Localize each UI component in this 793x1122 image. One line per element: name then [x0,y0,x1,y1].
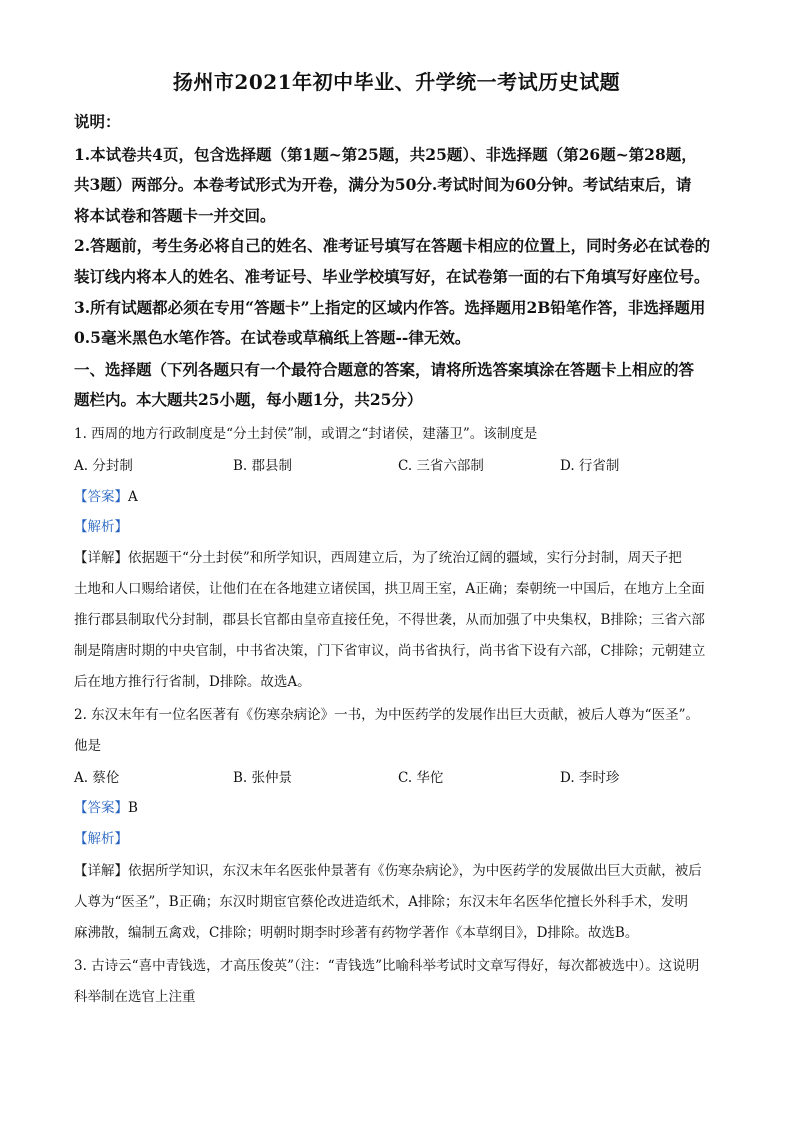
answer-tag: 【答案】 [74,489,128,505]
section-heading: 一、选择题（下列各题只有一个最符合题意的答案，请将所选答案填涂在答题卡上相应的答 [74,360,695,379]
q1-detail-line: 后在地方推行行省制，D排除。故选A。 [74,674,311,690]
q2-analysis-tag: 【解析】 [74,831,128,847]
q1-option-b: B. 郡县制 [233,458,293,474]
instruction-line: 1.本试卷共4页，包含选择题（第1题~第25题，共25题）、非选择题（第26题~第28题， [74,145,697,164]
question-2-stem: 他是 [74,738,101,754]
q1-option-d: D. 行省制 [560,458,620,474]
detail-tag: 【详解】 [74,550,128,566]
q1-answer [74,485,138,505]
question-3-stem: 科举制在选官上注重 [74,989,196,1005]
instruction-line: 共3题）两部分。本卷考试形式为开卷，满分为50分.考试时间为60分钟。考试结束后，请 [74,175,692,194]
q2-option-a: A. 蔡伦 [74,770,120,786]
q2-option-b: B. 张仲景 [233,770,293,786]
detail-tag: 【详解】 [74,863,128,879]
q2-detail-line: 人尊为“医圣”，B正确；东汉时期宦官蔡伦改进造纸术，A排除；东汉末年名医华佗擅长外科手术，发明 [74,894,688,910]
q1-detail-line: 推行郡县制取代分封制，郡县长官都由皇帝直接任免，不得世袭，从而加强了中央集权，B排除；三省六部 [74,612,705,628]
q1-analysis-tag: 【解析】 [74,519,128,535]
q2-detail-line: 麻沸散，编制五禽戏，C排除；明朝时期李时珍著有药物学著作《本草纲目》，D排除。故选B。 [74,925,639,941]
instruction-line: 3.所有试题都必须在专用“答题卡”上指定的区域内作答。选择题用2B铅笔作答，非选择题用 [74,298,706,317]
detail-text: 依据题干“分土封侯”和所学知识，西周建立后，为了统治辽阔的疆域，实行分封制，周天子把 [128,550,682,566]
instruction-line: 0.5毫米黑色水笔作答。在试卷或草稿纸上答题--律无效。 [74,328,471,347]
question-2-stem: 2. 东汉末年有一位名医著有《伤寒杂病论》一书，为中医药学的发展作出巨大贡献，被后人尊为“医圣”。 [74,707,699,723]
section-heading: 题栏内。本大题共25小题，每小题1分，共25分） [74,390,423,409]
q2-answer [74,796,138,816]
q1-option-c: C. 三省六部制 [398,458,484,474]
instruction-line: 2.答题前，考生务必将自己的姓名、准考证号填写在答题卡相应的位置上，同时务必在试卷的 [74,236,711,255]
detail-text: 依据所学知识，东汉末年名医张仲景著有《伤寒杂病论》，为中医药学的发展做出巨大贡献，被后 [128,863,702,879]
instruction-line: 装订线内将本人的姓名、准考证号、毕业学校填写好，在试卷第一面的右下角填写好座位号。 [74,267,710,286]
q1-detail-line [74,546,682,566]
question-1-stem: 1. 西周的地方行政制度是“分土封侯”制，或谓之“封诸侯，建藩卫”。该制度是 [74,426,538,442]
q2-detail-line [74,859,702,879]
answer-value: B [128,800,138,816]
q2-option-c: C. 华佗 [398,770,444,786]
q2-option-d: D. 李时珍 [560,770,620,786]
q1-option-a: A. 分封制 [74,458,133,474]
instructions-heading: 说明： [74,112,121,131]
instruction-line: 将本试卷和答题卡一并交回。 [74,206,276,225]
q1-detail-line: 制是隋唐时期的中央官制，中书省决策，门下省审议，尚书省执行，尚书省下设有六部，C排除；元朝建立 [74,643,706,659]
q1-detail-line: 土地和人口赐给诸侯，让他们在在各地建立诸侯国，拱卫周王室，A正确；秦朝统一中国后，在地方上全面 [74,581,705,597]
answer-value: A [128,489,138,505]
question-3-stem: 3. 古诗云“喜中青钱选，才高压俊英”（注：“青钱选”比喻科举考试时文章写得好，每次都被选中）。这说明 [74,958,700,974]
page-title: 扬州市2021年初中毕业、升学统一考试历史试题 [172,70,621,94]
answer-tag: 【答案】 [74,800,128,816]
